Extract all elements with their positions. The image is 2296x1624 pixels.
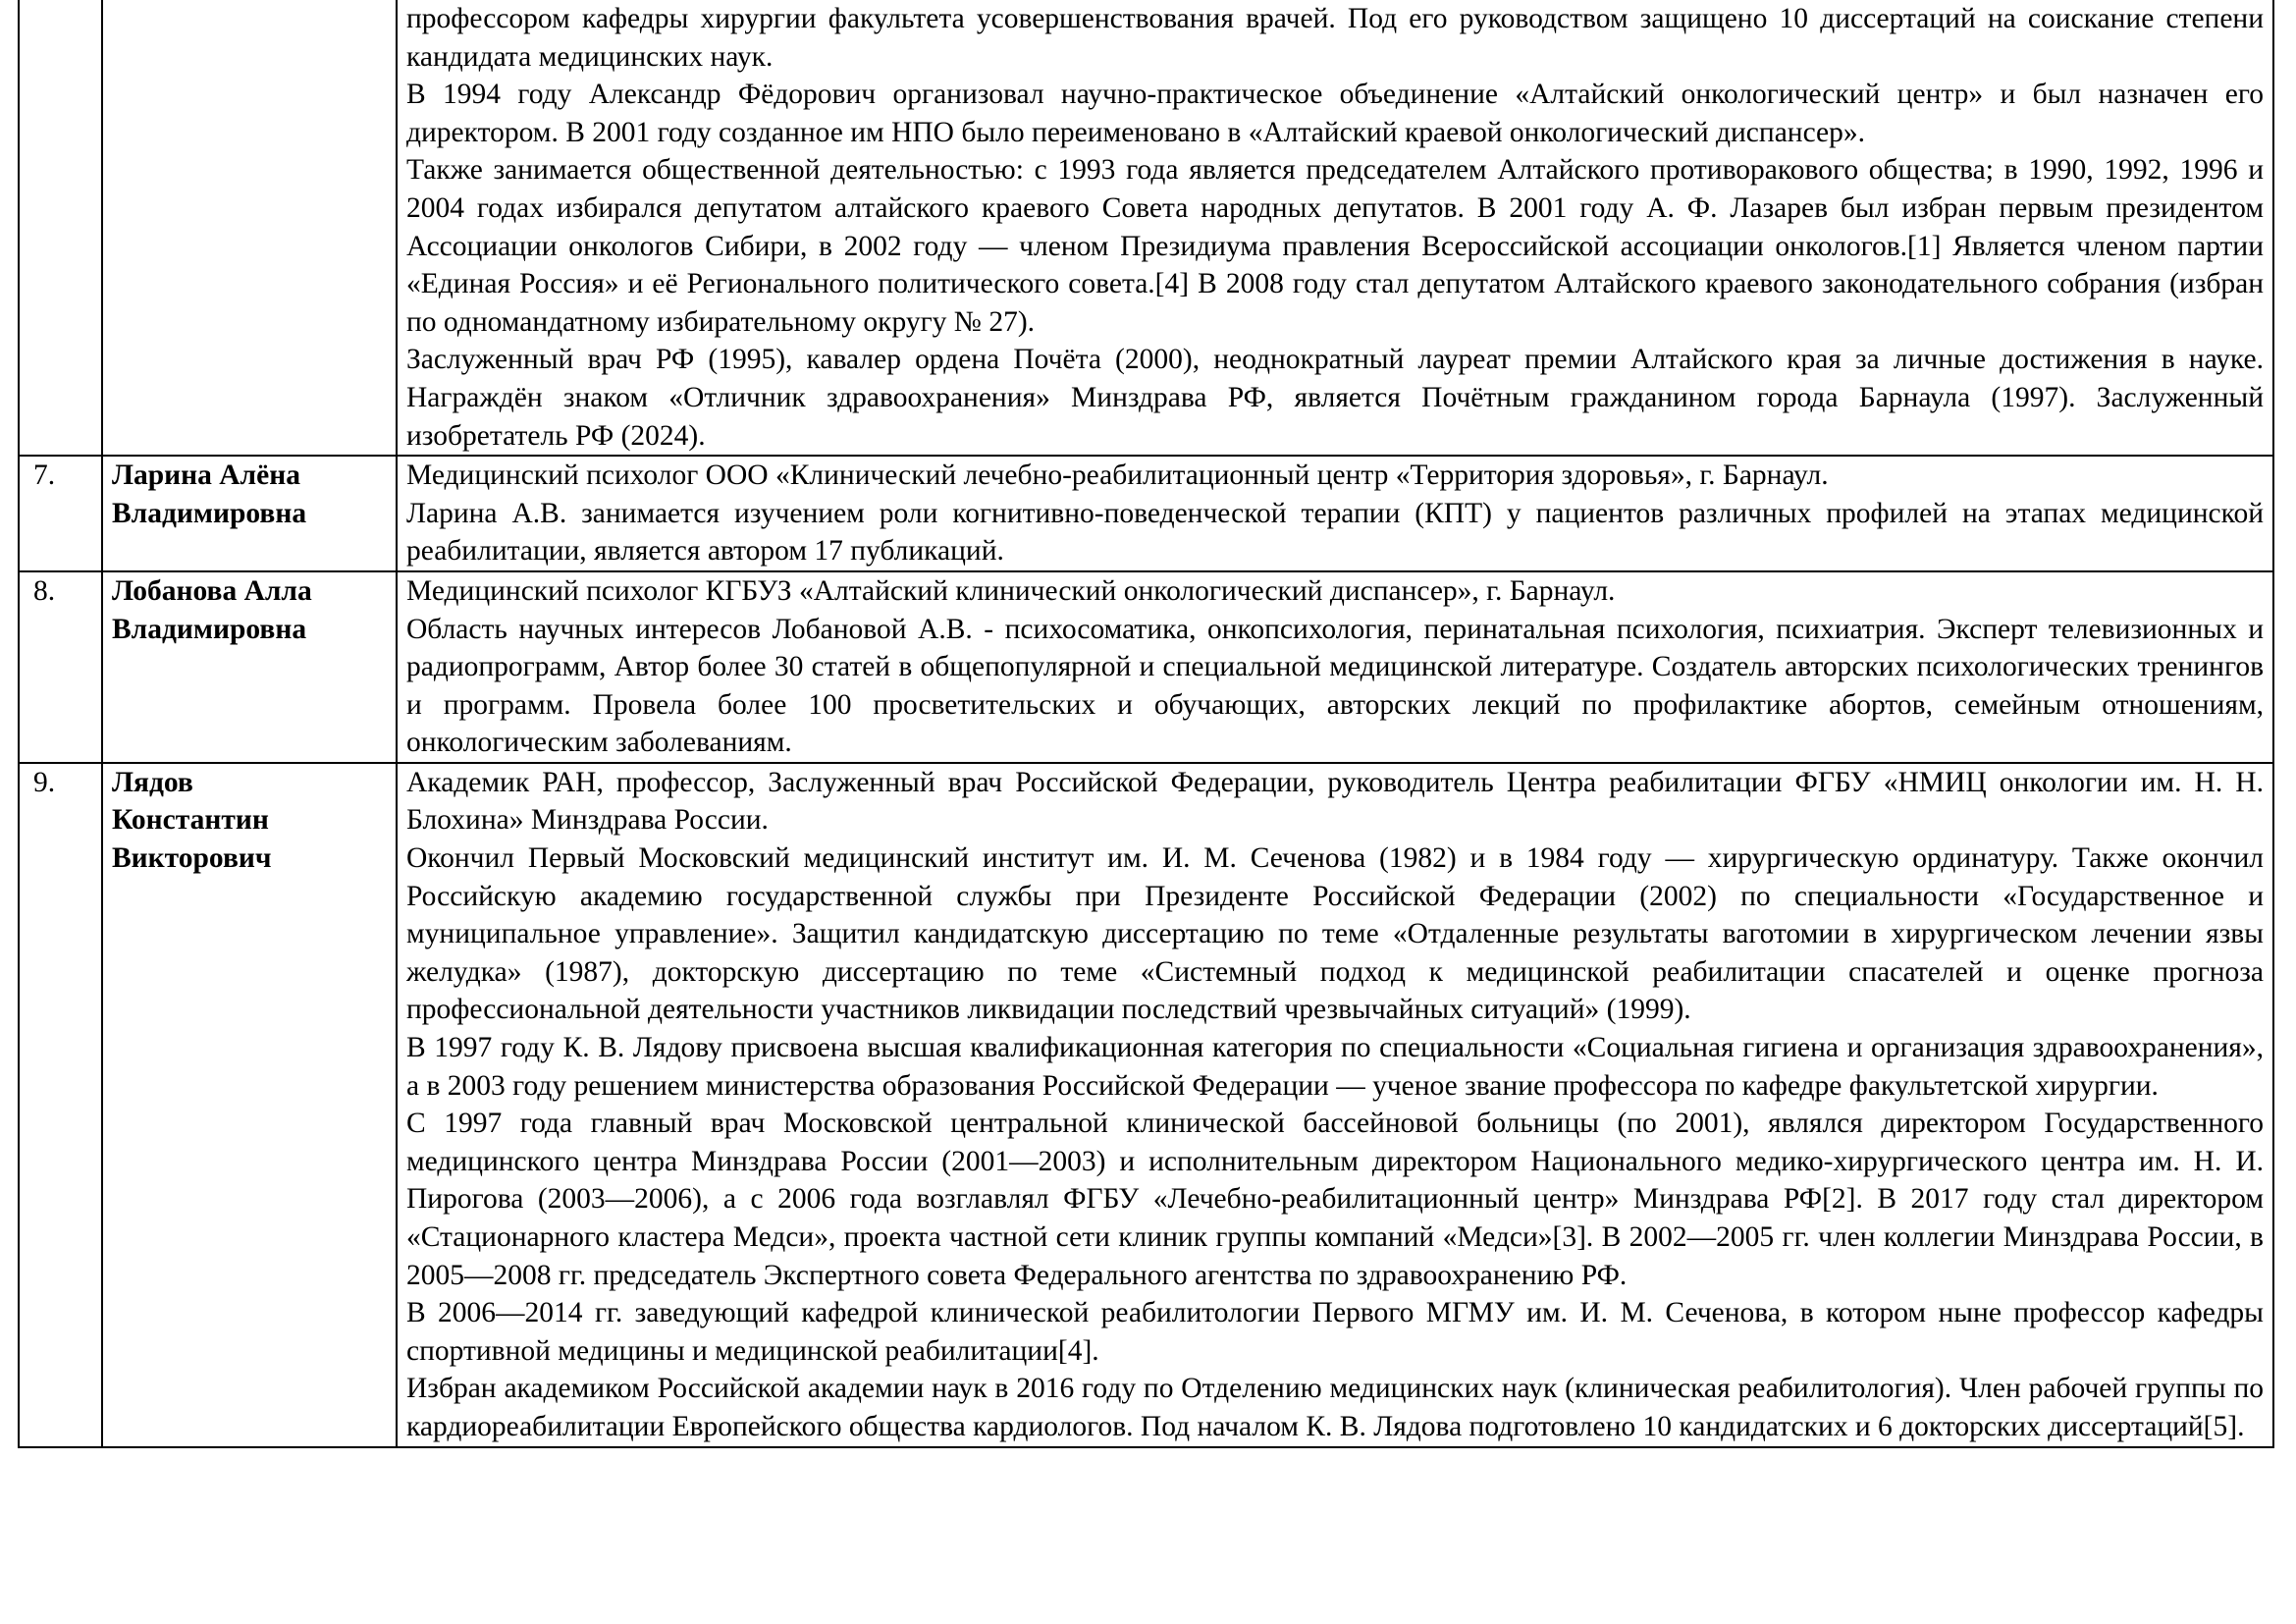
table-row: [19, 456, 2273, 571]
description-cell: [397, 571, 2273, 763]
table-row: [19, 571, 2273, 763]
person-name-line: Константин: [112, 804, 269, 837]
person-name-line: Викторович: [112, 842, 272, 875]
description-paragraph: Академик РАН, профессор, Заслуженный врач Российской Федерации, руководитель Центра реабилитации ФГБУ «НМИЦ онкологии им. Н. Н. Блохина» Минздрава России.: [406, 766, 2264, 837]
person-name-cell: [102, 0, 397, 456]
description-paragraph: С 1997 года главный врач Московской центральной клинической бассейновой больницы (по 2001), являлся директором Государственного медицинского центра Минздрава России (2001—2003) и исполнительным директором Национального медико-хирургического центра им. Н. И. Пирогова (2003—2006), а с 2006 года возглавлял ФГБУ «Лечебно-реабилитационный центр» Минздрава РФ[2]. В 2017 году стал директором «Стационарного кластера Медси», проекта частной сети клиник группы компаний «Медси»[3]. В 2002—2005 гг. член коллегии Минздрава России, в 2005—2008 гг. председатель Экспертного совета Федерального агентства по здравоохранению РФ.: [406, 1108, 2264, 1291]
description-cell: [397, 0, 2273, 456]
row-number-cell: 8.: [19, 571, 102, 763]
person-name-line: Ларина Алёна: [112, 460, 300, 492]
person-name-line: Лобанова Алла: [112, 574, 312, 607]
description-paragraph: Также занимается общественной деятельностью: с 1993 года является председателем Алтайского противоракового общества; в 1990, 1992, 1996 и 2004 годах избирался депутатом алтайского краевого Совета народных депутатов. В 2001 году А. Ф. Лазарев был избран первым президентом Ассоциации онкологов Сибири, в 2002 году — членом Президиума правления Всероссийской ассоциации онкологов.[1] Является членом партии «Единая Россия» и её Регионального политического совета.[4] В 2008 году стал депутатом Алтайского краевого законодательного собрания (избран по одномандатному избирательному округу № 27).: [406, 154, 2264, 338]
description-paragraph: Область научных интересов Лобановой А.В. - психосоматика, онкопсихология, перинатальная психология, психиатрия. Эксперт телевизионных и радиопрограмм, Автор более 30 статей в общепопулярной и специальной медицинской литературе. Создатель авторских психологических тренингов и программ. Провела более 100 просветительских и обучающих, авторских лекций по профилактике абортов, семейным отношениям, онкологическим заболеваниям.: [406, 613, 2264, 759]
description-paragraph: Окончил Первый Московский медицинский институт им. И. М. Сеченова (1982) и в 1984 году — хирургическую ординатуру. Также окончил Российскую академию государственной службы при Президенте Российской Федерации (2002) по специальности «Государственное и муниципальное управление». Защитил кандидатскую диссертацию по теме «Отдаленные результаты ваготомии в хирургическом лечении язвы желудка» (1987), докторскую диссертацию по теме «Системный подход к медицинской реабилитации спасателей и оценке прогноза профессиональной деятельности участников ликвидации последствий чрезвычайных ситуаций» (1999).: [406, 842, 2264, 1026]
description-paragraph: В 2006—2014 гг. заведующий кафедрой клинической реабилитологии Первого МГМУ им. И. М. Сеченова, в котором ныне профессор кафедры спортивной медицины и медицинской реабилитации[4].: [406, 1297, 2264, 1367]
row-number-cell: 7.: [19, 456, 102, 571]
person-name-cell: [102, 571, 397, 763]
description-paragraph: Избран академиком Российской академии наук в 2016 году по Отделению медицинских наук (клиническая реабилитология). Член рабочей группы по кардиореабилитации Европейского общества кардиологов. Под началом К. В. Лядова подготовлено 10 кандидатских и 6 докторских диссертаций[5].: [406, 1373, 2264, 1442]
biography-table: [18, 0, 2274, 1448]
row-number-cell: [19, 0, 102, 456]
row-number-cell: 9.: [19, 763, 102, 1447]
description-paragraph: Ларина А.В. занимается изучением роли когнитивно-поведенческой терапии (КПТ) у пациентов различных профилей на этапах медицинской реабилитации, является автором 17 публикаций.: [406, 497, 2264, 568]
description-paragraph: профессором кафедры хирургии факультета усовершенствования врачей. Под его руководством защищено 10 диссертаций на соискание степени кандидата медицинских наук.: [406, 3, 2264, 73]
description-paragraph: Заслуженный врач РФ (1995), кавалер ордена Почёта (2000), неоднократный лауреат премии Алтайского края за личные достижения в науке. Награждён знаком «Отличник здравоохранения» Минздрава РФ, является Почётным гражданином города Барнаула (1997). Заслуженный изобретатель РФ (2024).: [406, 344, 2264, 452]
description-paragraph: В 1994 году Александр Фёдорович организовал научно-практическое объединение «Алтайский онкологический центр» и был назначен его директором. В 2001 году созданное им НПО было переименовано в «Алтайский краевой онкологический диспансер».: [406, 79, 2264, 148]
person-name-cell: [102, 763, 397, 1447]
person-name-line: Владимировна: [112, 613, 307, 645]
person-name-line: Владимировна: [112, 497, 307, 529]
description-paragraph: Медицинский психолог КГБУЗ «Алтайский клинический онкологический диспансер», г. Барнаул.: [406, 574, 1616, 607]
description-paragraph: В 1997 году К. В. Лядову присвоена высшая квалификационная категория по специальности «Социальная гигиена и организация здравоохранения», а в 2003 году решением министерства образования Российской Федерации — ученое звание профессора по кафедре факультетской хирургии.: [406, 1032, 2264, 1102]
person-name-line: Лядов: [112, 766, 193, 798]
description-cell: [397, 763, 2273, 1447]
person-name-cell: [102, 456, 397, 571]
table-row: [19, 0, 2273, 456]
description-cell: [397, 456, 2273, 571]
description-paragraph: Медицинский психолог ООО «Клинический лечебно-реабилитационный центр «Территория здоровья», г. Барнаул.: [406, 460, 1829, 492]
table-row: [19, 763, 2273, 1447]
